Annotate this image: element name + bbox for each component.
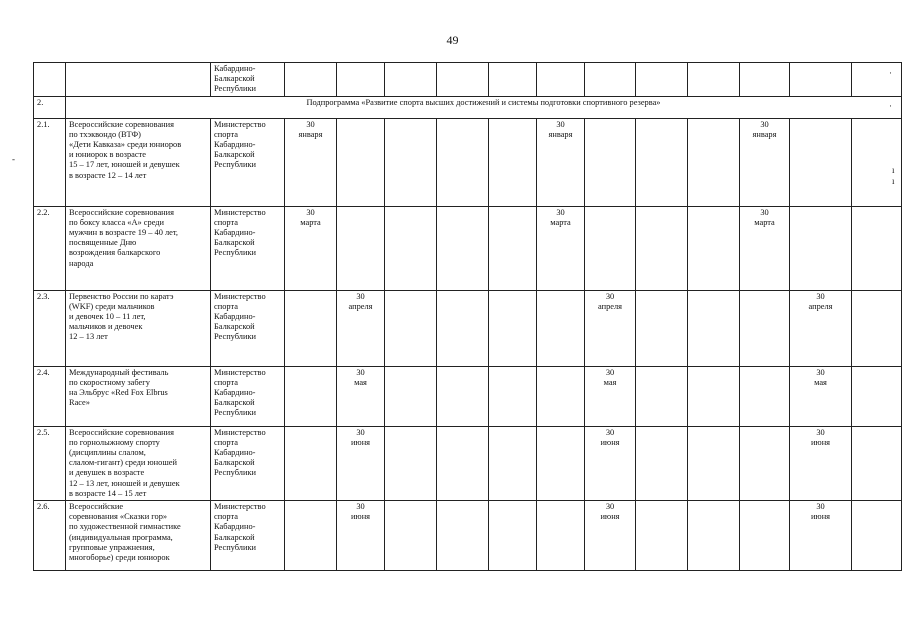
- schedule-cell: [385, 206, 437, 290]
- date-month: января: [752, 129, 777, 139]
- event-name: Всероссийские соревнования по боксу класса «А» среди мужчин в возрасте 19 – 40 лет, посвященные Дню возрождения балкарского народа: [66, 206, 211, 290]
- schedule-cell: [489, 206, 537, 290]
- page-number: 49: [446, 33, 459, 47]
- margin-mark: -: [12, 154, 15, 164]
- date-month: июня: [810, 437, 831, 447]
- date-cell: [585, 366, 636, 426]
- schedule-cell: [285, 501, 337, 571]
- schedule-table-body: [34, 63, 902, 571]
- subprogram-row: [34, 96, 902, 118]
- table-cell: [585, 63, 636, 97]
- schedule-cell: [437, 290, 489, 366]
- row-number: 2.2.: [34, 206, 66, 290]
- schedule-cell: [385, 366, 437, 426]
- schedule-cell: [790, 118, 852, 206]
- date-cell: [337, 501, 385, 571]
- date-day: 30: [816, 502, 825, 512]
- row-number: 2.3.: [34, 290, 66, 366]
- responsible-ministry: Министерство спорта Кабардино- Балкарской Республики: [211, 501, 285, 571]
- table-row: [34, 118, 902, 206]
- date-day: 30: [356, 291, 365, 301]
- date-day: 30: [816, 367, 825, 377]
- schedule-cell: [337, 206, 385, 290]
- schedule-cell: [852, 426, 902, 500]
- date-cell: [790, 290, 852, 366]
- schedule-cell: [688, 366, 740, 426]
- table-cell: [852, 63, 902, 97]
- schedule-cell: [489, 366, 537, 426]
- schedule-cell: [688, 206, 740, 290]
- schedule-cell: [740, 426, 790, 500]
- schedule-cell: [636, 426, 688, 500]
- date-cell: [285, 206, 337, 290]
- date-cell: [337, 366, 385, 426]
- schedule-cell: [437, 206, 489, 290]
- table-cell: [285, 63, 337, 97]
- schedule-cell: [852, 501, 902, 571]
- date-cell: [537, 118, 585, 206]
- schedule-cell: [285, 366, 337, 426]
- date-month: марта: [300, 217, 321, 227]
- margin-mark: ı: [892, 176, 895, 186]
- schedule-cell: [285, 426, 337, 500]
- event-name: Всероссийские соревнования «Сказки гор» по художественной гимнастике (индивидуальная программа, групповые упражнения, многоборье) среди юниорок: [66, 501, 211, 571]
- schedule-cell: [585, 206, 636, 290]
- table-cell: [636, 63, 688, 97]
- table-row: [34, 366, 902, 426]
- event-name: Первенство России по каратэ (WKF) среди мальчиков и девочек 10 – 11 лет, мальчиков и девочек 12 – 13 лет: [66, 290, 211, 366]
- table-cell: [489, 63, 537, 97]
- schedule-cell: [385, 118, 437, 206]
- table-cell: [34, 63, 66, 97]
- schedule-cell: [285, 290, 337, 366]
- date-month: июня: [810, 512, 831, 522]
- event-name: Всероссийские соревнования по горнолыжному спорту (дисциплины слалом, слалом-гигант) среди юношей и девушек в возрасте 12 – 13 лет, юношей и девушек в возрасте 14 – 15 лет: [66, 426, 211, 500]
- date-day: 30: [556, 119, 565, 129]
- continuation-row: [34, 63, 902, 97]
- date-month: июня: [600, 512, 620, 522]
- row-number: 2.5.: [34, 426, 66, 500]
- date-cell: [537, 206, 585, 290]
- schedule-cell: [636, 118, 688, 206]
- table-row: [34, 290, 902, 366]
- responsible-ministry: Министерство спорта Кабардино- Балкарской Республики: [211, 426, 285, 500]
- table-cell: [790, 63, 852, 97]
- date-month: июня: [350, 512, 371, 522]
- schedule-cell: [585, 118, 636, 206]
- row-number: 2.4.: [34, 366, 66, 426]
- schedule-cell: [489, 426, 537, 500]
- schedule-cell: [740, 501, 790, 571]
- date-month: марта: [550, 217, 571, 227]
- schedule-cell: [852, 206, 902, 290]
- schedule-cell: [437, 501, 489, 571]
- date-cell: [790, 501, 852, 571]
- date-month: января: [298, 129, 323, 139]
- date-cell: [337, 290, 385, 366]
- ministry-text: Кабардино- Балкарской Республики: [214, 64, 257, 94]
- date-month: апреля: [348, 301, 373, 311]
- date-day: 30: [605, 502, 615, 512]
- date-day: 30: [760, 207, 769, 217]
- schedule-cell: [852, 118, 902, 206]
- schedule-cell: [636, 366, 688, 426]
- date-day: 30: [356, 427, 365, 437]
- table-row: [34, 501, 902, 571]
- date-month: мая: [354, 377, 367, 387]
- table-row: [34, 426, 902, 500]
- date-cell: [585, 290, 636, 366]
- table-cell: [537, 63, 585, 97]
- date-day: 30: [605, 291, 615, 301]
- schedule-cell: [852, 366, 902, 426]
- date-month: мая: [603, 377, 617, 387]
- schedule-cell: [437, 426, 489, 500]
- date-day: 30: [816, 291, 825, 301]
- table-cell: [66, 63, 211, 97]
- date-month: апреля: [808, 301, 833, 311]
- date-cell: [285, 118, 337, 206]
- event-name: Международный фестиваль по скоростному забегу на Эльбрус «Red Fox Elbrus Race»: [66, 366, 211, 426]
- schedule-cell: [337, 118, 385, 206]
- date-month: июня: [350, 437, 371, 447]
- schedule-cell: [437, 118, 489, 206]
- schedule-table: [33, 62, 902, 571]
- table-cell: [740, 63, 790, 97]
- date-month: мая: [814, 377, 827, 387]
- margin-mark: ·: [889, 101, 892, 111]
- schedule-cell: [385, 501, 437, 571]
- schedule-cell: [437, 366, 489, 426]
- schedule-cell: [489, 290, 537, 366]
- date-month: июня: [600, 437, 620, 447]
- date-cell: [585, 426, 636, 500]
- schedule-cell: [688, 426, 740, 500]
- date-month: января: [548, 129, 573, 139]
- table-row: [34, 206, 902, 290]
- date-day: 30: [760, 119, 769, 129]
- date-day: 30: [306, 207, 315, 217]
- date-day: 30: [816, 427, 825, 437]
- schedule-cell: [688, 290, 740, 366]
- responsible-ministry: Министерство спорта Кабардино- Балкарской Республики: [211, 118, 285, 206]
- table-cell: [688, 63, 740, 97]
- schedule-cell: [740, 290, 790, 366]
- schedule-cell: [688, 118, 740, 206]
- schedule-cell: [636, 206, 688, 290]
- date-cell: [790, 426, 852, 500]
- schedule-cell: [636, 501, 688, 571]
- schedule-cell: [852, 290, 902, 366]
- date-cell: [585, 501, 636, 571]
- date-cell: [337, 426, 385, 500]
- schedule-cell: [688, 501, 740, 571]
- schedule-cell: [537, 366, 585, 426]
- table-cell: [337, 63, 385, 97]
- margin-mark: ·: [889, 68, 892, 78]
- schedule-cell: [489, 501, 537, 571]
- date-day: 30: [605, 367, 615, 377]
- schedule-cell: [537, 290, 585, 366]
- schedule-cell: [385, 426, 437, 500]
- schedule-cell: [537, 426, 585, 500]
- row-number: 2.6.: [34, 501, 66, 571]
- schedule-cell: [489, 118, 537, 206]
- date-day: 30: [306, 119, 315, 129]
- responsible-ministry: Министерство спорта Кабардино- Балкарской Республики: [211, 366, 285, 426]
- schedule-cell: [790, 206, 852, 290]
- date-cell: [740, 206, 790, 290]
- row-number: 2.1.: [34, 118, 66, 206]
- subprogram-title: Подпрограмма «Развитие спорта высших достижений и системы подготовки спортивного резерва»: [66, 96, 902, 118]
- table-cell: [437, 63, 489, 97]
- margin-mark: ı: [892, 165, 895, 175]
- date-cell: [790, 366, 852, 426]
- date-month: марта: [754, 217, 775, 227]
- date-day: 30: [356, 502, 365, 512]
- date-day: 30: [556, 207, 565, 217]
- event-name: Всероссийские соревнования по тхэквондо (ВТФ) «Дети Кавказа» среди юниоров и юниорок в возрасте 15 – 17 лет, юношей и девушек в возрасте 12 – 14 лет: [66, 118, 211, 206]
- schedule-cell: [385, 290, 437, 366]
- table-cell: [211, 63, 285, 97]
- schedule-cell: [636, 290, 688, 366]
- table-cell: [385, 63, 437, 97]
- responsible-ministry: Министерство спорта Кабардино- Балкарской Республики: [211, 206, 285, 290]
- date-day: 30: [356, 367, 365, 377]
- schedule-cell: [537, 501, 585, 571]
- date-month: апреля: [597, 301, 623, 311]
- row-number: 2.: [34, 96, 66, 118]
- date-day: 30: [605, 427, 615, 437]
- date-cell: [740, 118, 790, 206]
- schedule-cell: [740, 366, 790, 426]
- responsible-ministry: Министерство спорта Кабардино- Балкарской Республики: [211, 290, 285, 366]
